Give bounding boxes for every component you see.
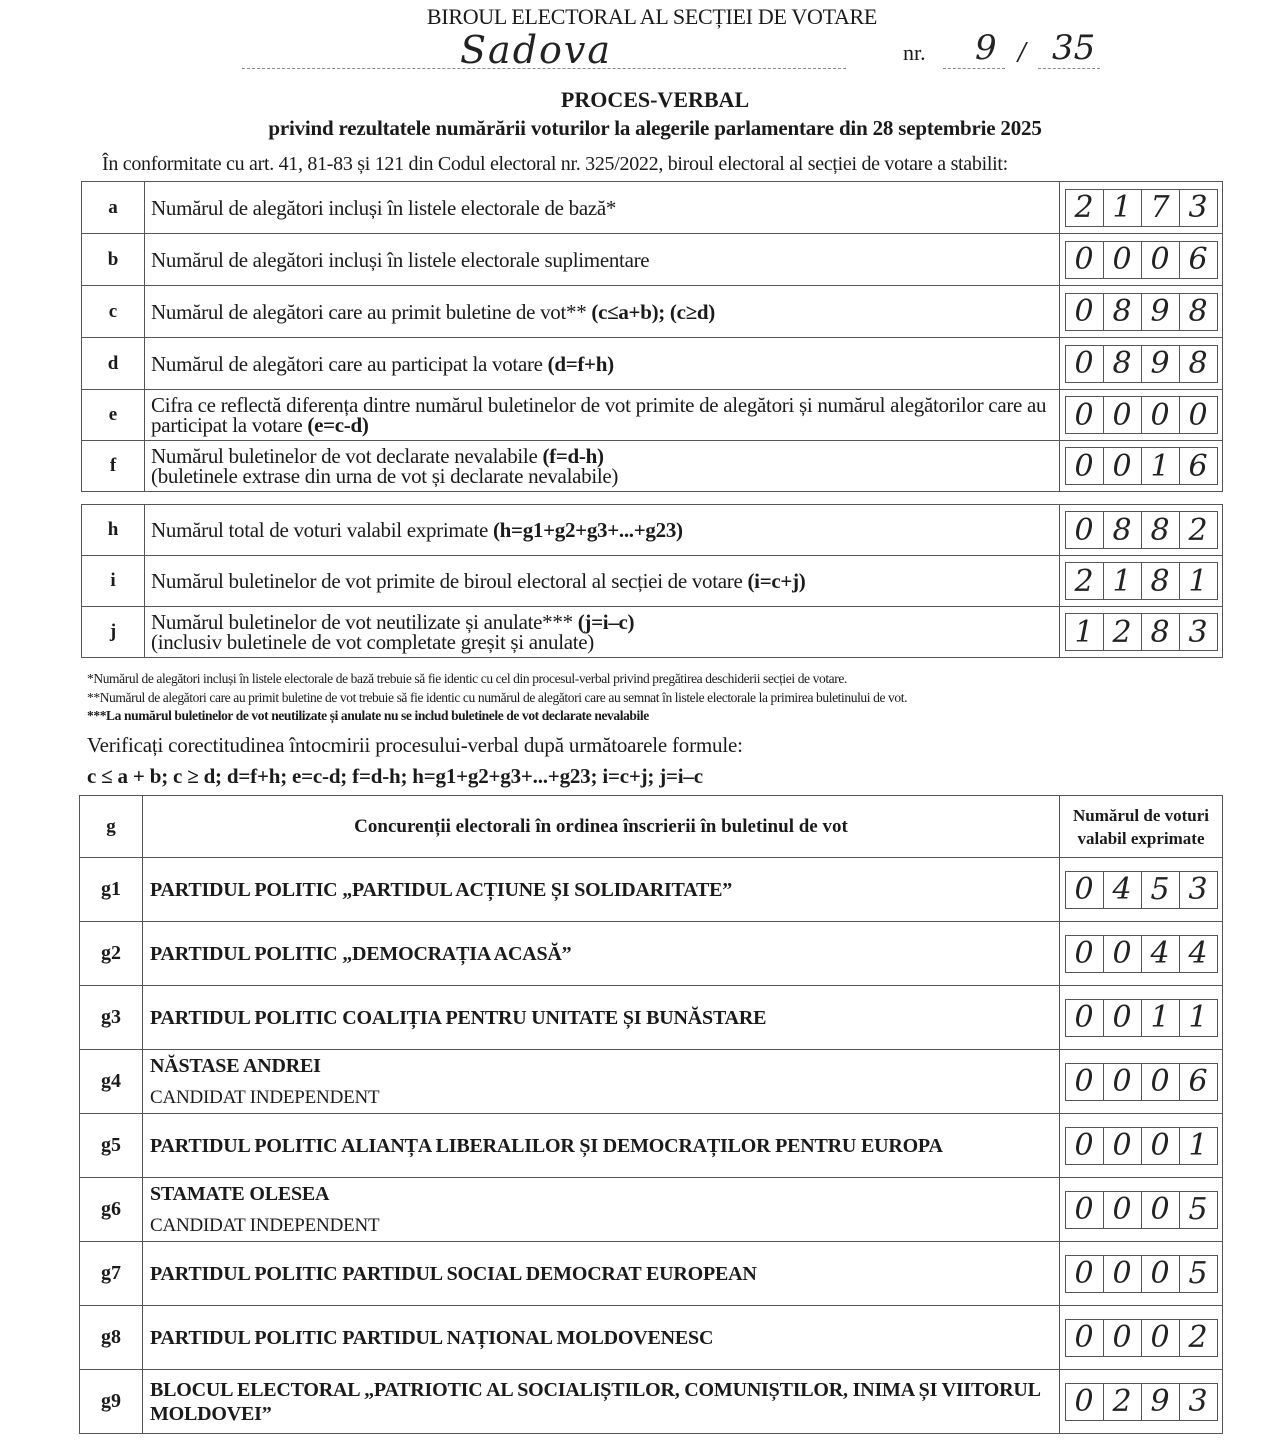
- votes-digits-g9[interactable]: [1065, 1383, 1218, 1421]
- digit-cell[interactable]: 4: [1142, 936, 1180, 972]
- digit-cell[interactable]: 0: [1066, 346, 1104, 382]
- votes-cell: [1060, 1306, 1223, 1370]
- formula-text: (c≤a+b); (c≥d): [591, 299, 715, 324]
- competitor-name-cell: [143, 1242, 1060, 1306]
- digit-cell[interactable]: 3: [1188, 872, 1208, 907]
- votes-digits-g2[interactable]: [1065, 935, 1218, 973]
- votes-digits-g6[interactable]: [1065, 1191, 1218, 1229]
- description-text: Numărul de alegători care au primit buletine de vot**: [151, 299, 592, 324]
- row-description: [145, 441, 1060, 492]
- competitor-row-g6: [80, 1178, 1223, 1242]
- value-cell: [1060, 505, 1223, 556]
- digit-cell[interactable]: 2: [1104, 1384, 1142, 1420]
- competitors-header-row: [80, 796, 1223, 858]
- competitor-name-cell: [143, 1306, 1060, 1370]
- digit-cell[interactable]: 5: [1188, 1192, 1208, 1227]
- competitor-id: g2: [80, 922, 143, 986]
- digit-cell[interactable]: 0: [1142, 1256, 1180, 1292]
- competitor-row-g9: [80, 1370, 1223, 1434]
- formula-text: (j=i–c): [577, 610, 635, 634]
- votes-digits-g8[interactable]: [1065, 1319, 1218, 1357]
- value-cell: [1060, 441, 1223, 492]
- digit-cell[interactable]: 8: [1104, 346, 1142, 382]
- row-letter: e: [82, 390, 145, 441]
- competitor-id: g7: [80, 1242, 143, 1306]
- digit-cell[interactable]: 0: [1104, 1320, 1142, 1356]
- competitor-name: BLOCUL ELECTORAL „PATRIOTIC AL SOCIALIȘTILOR, COMUNIȘTILOR, INIMA ȘI VIITORUL MOLDOVEI”: [150, 1378, 1040, 1425]
- digit-cell[interactable]: 4: [1104, 872, 1142, 908]
- description-note: (buletinele extrase din urna de vot și declarate nevalabile): [151, 464, 619, 488]
- col-header-votes: Numărul de voturi valabil exprimate: [1060, 796, 1223, 858]
- value-cell: [1060, 607, 1223, 658]
- competitor-id: g1: [80, 858, 143, 922]
- summary-row-d: [82, 338, 1223, 390]
- document-title: PROCES-VERBAL: [560, 87, 750, 112]
- office-heading: BIROUL ELECTORAL AL SECȚIEI DE VOTARE: [426, 4, 878, 29]
- digit-cell[interactable]: 0: [1066, 1320, 1104, 1356]
- competitor-name: NĂSTASE ANDREI: [150, 1054, 321, 1077]
- votes-cell: [1060, 1050, 1223, 1114]
- digit-cell[interactable]: 1: [1188, 1000, 1208, 1035]
- competitor-name: PARTIDUL POLITIC PARTIDUL SOCIAL DEMOCRAT EUROPEAN: [150, 1262, 757, 1285]
- competitor-row-g3: [80, 986, 1223, 1050]
- digit-cell[interactable]: 0: [1142, 1192, 1180, 1228]
- competitor-id: g3: [80, 986, 143, 1050]
- competitor-row-g2: [80, 922, 1223, 986]
- digit-cell[interactable]: 3: [1188, 1384, 1208, 1419]
- digit-cell[interactable]: 0: [1066, 242, 1104, 278]
- digit-cell[interactable]: 0: [1104, 1064, 1142, 1100]
- competitor-id: g8: [80, 1306, 143, 1370]
- digit-cell[interactable]: 0: [1142, 1128, 1180, 1164]
- footnote-1: *Numărul de alegători incluși în listele electorale de bază trebuie să fie identic cu cel din procesul-verbal privind pregătirea deschiderii secției de votare.: [87, 671, 847, 686]
- row-letter: b: [82, 234, 145, 286]
- description-text: Numărul buletinelor de vot primite de biroul electoral al secției de votare: [151, 569, 748, 593]
- digit-cell[interactable]: 0: [1142, 242, 1180, 278]
- verify-instructions: Verificați corectitudinea întocmirii procesului-verbal după următoarele formule:: [87, 733, 743, 757]
- digit-cell[interactable]: 4: [1188, 936, 1208, 971]
- digit-cell[interactable]: 6: [1188, 448, 1208, 484]
- competitors-table: [79, 795, 1223, 1434]
- value-digits-i[interactable]: [1065, 562, 1218, 600]
- description-text: Numărul de alegători care au participat la votare: [151, 351, 548, 376]
- row-letter: j: [82, 607, 145, 658]
- competitor-row-g4: [80, 1050, 1223, 1114]
- digit-cell[interactable]: 2: [1066, 563, 1104, 599]
- digit-cell[interactable]: 0: [1104, 936, 1142, 972]
- row-description: [145, 390, 1060, 441]
- votes-digits-g1[interactable]: [1065, 871, 1218, 909]
- row-description: [145, 286, 1060, 338]
- digit-cell[interactable]: 8: [1188, 294, 1208, 329]
- description-text: Cifra ce reflectă diferența dintre numărul buletinelor de vot primite de alegători și numărul alegătorilor care au participat la votare: [151, 393, 1047, 437]
- digit-cell[interactable]: 2: [1104, 614, 1142, 650]
- digit-cell[interactable]: 0: [1066, 1128, 1104, 1164]
- competitor-row-g5: [80, 1114, 1223, 1178]
- row-description: [145, 234, 1060, 286]
- digit-cell[interactable]: 6: [1188, 242, 1208, 277]
- digit-cell[interactable]: 1: [1188, 563, 1208, 599]
- footnote-3: ***La numărul buletinelor de vot neutilizate și anulate nu se includ buletinele de vot declarate nevalabile: [87, 708, 649, 723]
- value-digits-j[interactable]: [1065, 613, 1218, 651]
- competitor-name: STAMATE OLESEA: [150, 1182, 330, 1205]
- digit-cell[interactable]: 1: [1188, 1128, 1208, 1163]
- digit-cell[interactable]: 8: [1142, 512, 1180, 548]
- votes-cell: [1060, 1114, 1223, 1178]
- competitor-id: g6: [80, 1178, 143, 1242]
- summary-row-i: [82, 556, 1223, 607]
- digit-cell[interactable]: 0: [1066, 1000, 1104, 1036]
- summary-row-h: [82, 505, 1223, 556]
- digit-cell[interactable]: 8: [1142, 563, 1180, 599]
- votes-cell: [1060, 858, 1223, 922]
- votes-cell: [1060, 1370, 1223, 1434]
- formula-text: (d=f+h): [547, 351, 614, 376]
- digit-cell[interactable]: 0: [1066, 1256, 1104, 1292]
- digit-cell[interactable]: 0: [1142, 1320, 1180, 1356]
- competitor-type: CANDIDAT INDEPENDENT: [150, 1214, 380, 1236]
- description-text: Numărul total de voturi valabil exprimate: [151, 518, 493, 542]
- competitor-id: g5: [80, 1114, 143, 1178]
- value-cell: [1060, 338, 1223, 390]
- row-letter: a: [82, 182, 145, 234]
- value-digits-h[interactable]: [1065, 511, 1218, 549]
- digit-cell[interactable]: 1: [1104, 563, 1142, 599]
- competitor-row-g8: [80, 1306, 1223, 1370]
- digit-cell[interactable]: 2: [1066, 190, 1104, 226]
- competitor-name-cell: [143, 1114, 1060, 1178]
- digit-cell[interactable]: 0: [1066, 448, 1104, 484]
- digit-cell[interactable]: 0: [1104, 448, 1142, 484]
- competitor-name: PARTIDUL POLITIC COALIȚIA PENTRU UNITATE ȘI BUNĂSTARE: [150, 1006, 767, 1029]
- value-cell: [1060, 182, 1223, 234]
- summary-row-b: [82, 234, 1223, 286]
- digit-cell[interactable]: 2: [1188, 1320, 1208, 1355]
- value-digits-e[interactable]: [1065, 396, 1218, 434]
- competitor-name-cell: [143, 1178, 1060, 1242]
- votes-cell: [1060, 1242, 1223, 1306]
- digit-cell[interactable]: 0: [1142, 1064, 1180, 1100]
- row-letter: h: [82, 505, 145, 556]
- digit-cell[interactable]: 0: [1104, 242, 1142, 278]
- row-description: [145, 607, 1060, 658]
- digit-cell[interactable]: 3: [1188, 190, 1208, 225]
- votes-digits-g3[interactable]: [1065, 999, 1218, 1037]
- competitor-name-cell: [143, 922, 1060, 986]
- competitor-name-cell: [143, 1370, 1060, 1434]
- digit-cell[interactable]: 0: [1066, 936, 1104, 972]
- row-letter: f: [82, 441, 145, 492]
- formula-text: (h=g1+g2+g3+...+g23): [492, 518, 683, 542]
- value-digits-f[interactable]: [1065, 447, 1218, 485]
- digit-cell[interactable]: 9: [1142, 294, 1180, 330]
- digit-cell[interactable]: 0: [1104, 1000, 1142, 1036]
- digit-cell[interactable]: 8: [1188, 346, 1208, 381]
- digit-cell[interactable]: 2: [1188, 512, 1208, 548]
- nr-station-underline: [1038, 68, 1100, 69]
- description-text: Numărul buletinelor de vot neutilizate și anulate***: [151, 610, 578, 634]
- digit-cell[interactable]: 0: [1066, 1064, 1104, 1100]
- competitor-name: PARTIDUL POLITIC ALIANȚA LIBERALILOR ȘI DEMOCRAȚILOR PENTRU EUROPA: [150, 1134, 943, 1157]
- verify-formulas: c ≤ a + b; c ≥ d; d=f+h; e=c-d; f=d-h; h=g1+g2+g3+...+g23; i=c+j; j=i–c: [87, 764, 703, 788]
- description-text: Numărul buletinelor de vot declarate nevalabile: [151, 444, 543, 468]
- nr-separator: /: [1018, 38, 1027, 66]
- competitor-name-cell: [143, 858, 1060, 922]
- competitor-type: CANDIDAT INDEPENDENT: [150, 1086, 380, 1108]
- digit-cell[interactable]: 9: [1142, 346, 1180, 382]
- row-description: [145, 505, 1060, 556]
- competitor-row-g7: [80, 1242, 1223, 1306]
- digit-cell[interactable]: 1: [1142, 448, 1180, 484]
- digit-cell[interactable]: 5: [1142, 872, 1180, 908]
- digit-cell[interactable]: 0: [1066, 1192, 1104, 1228]
- votes-cell: [1060, 1178, 1223, 1242]
- description-text: Numărul de alegători incluși în listele electorale suplimentare: [151, 247, 650, 272]
- summary-row-e: [82, 390, 1223, 441]
- digit-cell[interactable]: 0: [1066, 397, 1104, 433]
- summary-table-bottom: [81, 504, 1223, 658]
- competitor-name-cell: [143, 986, 1060, 1050]
- digit-cell[interactable]: 1: [1142, 1000, 1180, 1036]
- nr-label: nr.: [903, 40, 926, 65]
- value-cell: [1060, 390, 1223, 441]
- competitor-id: g9: [80, 1370, 143, 1434]
- value-digits-b[interactable]: [1065, 241, 1218, 279]
- summary-row-j: [82, 607, 1223, 658]
- summary-table-top: [81, 181, 1223, 492]
- intro-text: În conformitate cu art. 41, 81-83 și 121 din Codul electoral nr. 325/2022, biroul electoral al secției de votare a stabilit:: [102, 153, 1008, 175]
- votes-digits-g4[interactable]: [1065, 1063, 1218, 1101]
- digit-cell[interactable]: 1: [1066, 614, 1104, 650]
- value-cell: [1060, 556, 1223, 607]
- competitor-name-cell: [143, 1050, 1060, 1114]
- formula-text: (i=c+j): [747, 569, 806, 593]
- votes-digits-g7[interactable]: [1065, 1255, 1218, 1293]
- digit-cell[interactable]: 0: [1066, 872, 1104, 908]
- summary-row-a: [82, 182, 1223, 234]
- description-text: Numărul de alegători incluși în listele electorale de bază*: [151, 195, 617, 220]
- nr-station: 35: [1052, 28, 1096, 68]
- digit-cell[interactable]: 8: [1104, 294, 1142, 330]
- digit-cell[interactable]: 8: [1142, 614, 1180, 650]
- digit-cell[interactable]: 7: [1142, 190, 1180, 226]
- competitor-name: PARTIDUL POLITIC „DEMOCRAȚIA ACASĂ”: [150, 942, 572, 965]
- digit-cell[interactable]: 0: [1104, 1128, 1142, 1164]
- col-header-name: Concurenții electorali în ordinea înscrierii în buletinul de vot: [143, 796, 1060, 858]
- description-note: (inclusiv buletinele de vot completate greșit și anulate): [151, 630, 595, 654]
- digit-cell[interactable]: 8: [1104, 512, 1142, 548]
- row-description: [145, 556, 1060, 607]
- value-digits-d[interactable]: [1065, 345, 1218, 383]
- row-letter: i: [82, 556, 145, 607]
- digit-cell[interactable]: 5: [1188, 1256, 1208, 1291]
- document-subtitle: privind rezultatele numărării voturilor la alegerile parlamentare din 28 septembrie 2025: [268, 116, 1042, 140]
- value-cell: [1060, 286, 1223, 338]
- votes-cell: [1060, 986, 1223, 1050]
- digit-cell[interactable]: 1: [1104, 190, 1142, 226]
- formula-text: (e=c-d): [307, 413, 369, 437]
- row-description: [145, 182, 1060, 234]
- footnote-2: **Numărul de alegători care au primit buletine de vot trebuie să fie identic cu numărul de alegători care au semnat în listele electorale la primirea buletinului de vot.: [87, 690, 908, 705]
- digit-cell[interactable]: 0: [1188, 397, 1208, 433]
- nr-district-underline: [943, 68, 1005, 69]
- value-cell: [1060, 234, 1223, 286]
- formula-text: (f=d-h): [542, 444, 604, 468]
- value-digits-a[interactable]: [1065, 189, 1218, 227]
- competitor-id: g4: [80, 1050, 143, 1114]
- digit-cell[interactable]: 0: [1104, 1256, 1142, 1292]
- votes-digits-g5[interactable]: [1065, 1127, 1218, 1165]
- col-header-letter: g: [80, 796, 143, 858]
- digit-cell[interactable]: 9: [1142, 1384, 1180, 1420]
- digit-cell[interactable]: 0: [1066, 1384, 1104, 1420]
- votes-cell: [1060, 922, 1223, 986]
- digit-cell[interactable]: 0: [1104, 1192, 1142, 1228]
- digit-cell[interactable]: 3: [1188, 614, 1208, 650]
- nr-district: 9: [975, 28, 997, 68]
- locality-handwritten: Sadova: [460, 28, 613, 72]
- digit-cell[interactable]: 0: [1104, 397, 1142, 433]
- digit-cell[interactable]: 0: [1066, 512, 1104, 548]
- summary-row-f: [82, 441, 1223, 492]
- row-letter: d: [82, 338, 145, 390]
- row-description: [145, 338, 1060, 390]
- row-letter: c: [82, 286, 145, 338]
- competitor-name: PARTIDUL POLITIC PARTIDUL NAȚIONAL MOLDOVENESC: [150, 1326, 714, 1349]
- digit-cell[interactable]: 6: [1188, 1064, 1208, 1099]
- digit-cell[interactable]: 0: [1066, 294, 1104, 330]
- value-digits-c[interactable]: [1065, 293, 1218, 331]
- competitor-row-g1: [80, 858, 1223, 922]
- digit-cell[interactable]: 0: [1142, 397, 1180, 433]
- competitor-name: PARTIDUL POLITIC „PARTIDUL ACȚIUNE ȘI SOLIDARITATE”: [150, 878, 733, 901]
- summary-row-c: [82, 286, 1223, 338]
